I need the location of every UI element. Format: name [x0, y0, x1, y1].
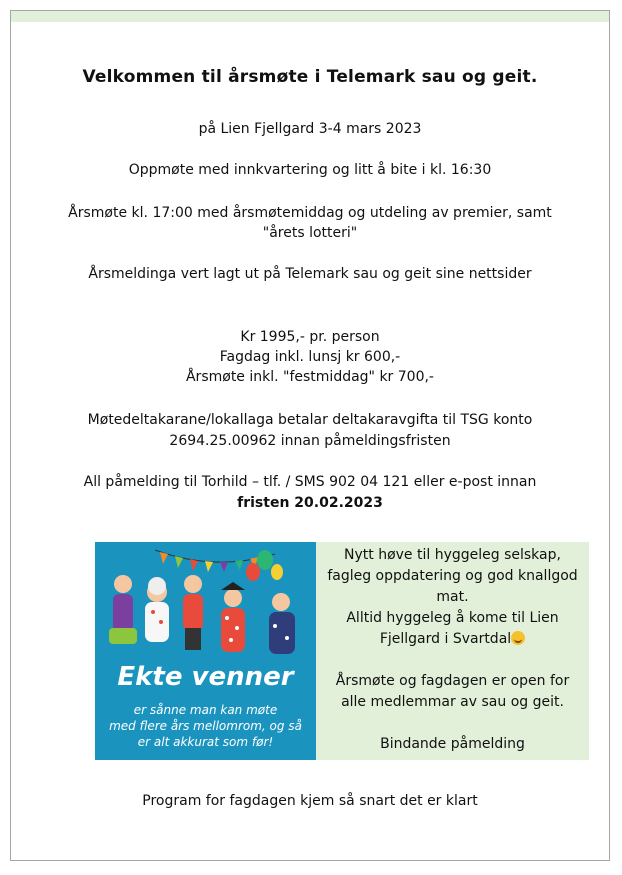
meeting-text-line2: "årets lotteri": [262, 225, 358, 241]
smiley-icon: [511, 631, 525, 645]
promo-subtitle-line: med flere års mellomrom, og så: [109, 719, 302, 733]
info-line: Nytt høve til hyggeleg selskap,: [344, 547, 561, 563]
info-line: Fjellgard i Svartdal: [379, 631, 512, 647]
info-line: mat.: [436, 589, 469, 605]
info-line: Årsmøte og fagdagen er open for: [335, 673, 570, 689]
feature-section: [95, 542, 589, 760]
footer-text: Program for fagdagen kjem så snart det er klart: [142, 793, 478, 809]
payment-text-line1: Møtedeltakarane/lokallaga betalar deltakaravgifta til TSG konto: [87, 412, 533, 428]
info-line: Alltid hyggeleg å kome til Lien: [346, 610, 559, 626]
promo-image: [95, 542, 316, 760]
signup-text-line1: All påmelding til Torhild – tlf. / SMS 902 04 121 eller e-post innan: [83, 474, 537, 490]
payment-text-line2: 2694.25.00962 innan påmeldingsfristen: [169, 433, 451, 449]
promo-subtitle-line: er sånne man kan møte: [133, 703, 278, 717]
promo-title: Ekte venner: [117, 662, 294, 692]
signup-deadline: fristen 20.02.2023: [237, 495, 383, 511]
arrival-text: Oppmøte med innkvartering og litt å bite i kl. 16:30: [128, 162, 492, 178]
info-line: Bindande påmelding: [380, 736, 525, 752]
document-page: [10, 10, 610, 861]
price-line: Fagdag inkl. lunsj kr 600,-: [219, 349, 401, 365]
info-box: [316, 542, 589, 760]
price-line: Årsmøte inkl. "festmiddag" kr 700,-: [185, 369, 434, 385]
spacer: [316, 650, 589, 671]
info-line: alle medlemmar av sau og geit.: [341, 694, 564, 710]
header-band: [11, 11, 609, 22]
spacer: [316, 713, 589, 734]
info-line: fagleg oppdatering og god knallgod: [327, 568, 578, 584]
promo-subtitle-line: er alt akkurat som før!: [137, 735, 274, 749]
price-line: Kr 1995,- pr. person: [240, 329, 380, 345]
meeting-text-line1: Årsmøte kl. 17:00 med årsmøtemiddag og utdeling av premier, samt: [68, 205, 552, 221]
promo-subtitle: [95, 702, 316, 750]
info-line-with-emoji: [316, 629, 589, 650]
report-text: Årsmeldinga vert lagt ut på Telemark sau og geit sine nettsider: [88, 266, 532, 282]
location-text: på Lien Fjellgard 3-4 mars 2023: [198, 121, 422, 137]
page-title: Velkommen til årsmøte i Telemark sau og geit.: [82, 67, 538, 87]
